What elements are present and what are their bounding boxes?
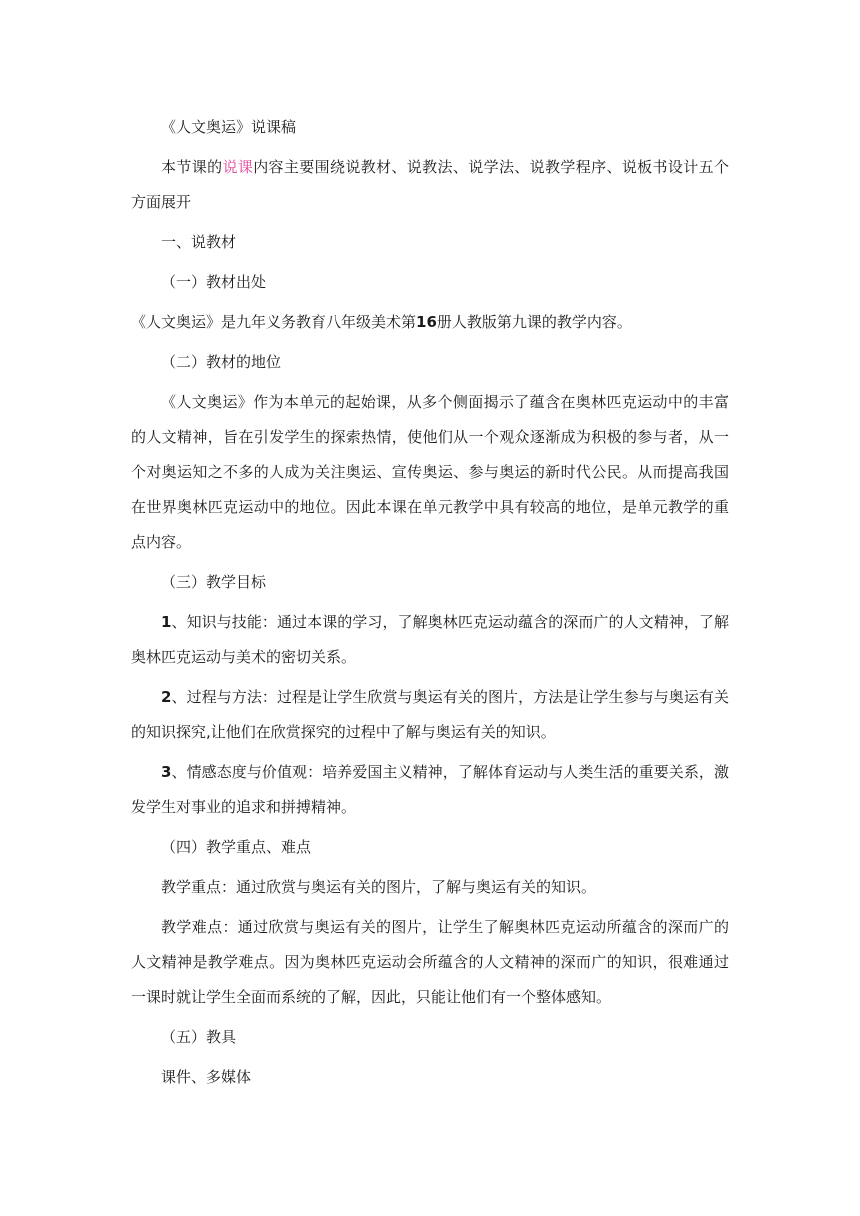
sub4-heading: （四）教学重点、难点 xyxy=(161,838,312,856)
intro-before: 本节课的 xyxy=(161,158,223,176)
goal-text: 、情感态度与价值观：培养爱国主义精神，了解体育运动与人类生活的重要关系，激发学生对事业的追求和拼搏精神。 xyxy=(131,763,729,816)
sub1-paragraph xyxy=(131,305,729,340)
sub3-heading: （三）教学目标 xyxy=(161,573,267,591)
goal-number: 2 xyxy=(161,688,172,706)
document-title: 《人文奥运》说课稿 xyxy=(161,118,297,136)
sub2-paragraph: 《人文奥运》作为本单元的起始课，从多个侧面揭示了蕴含在奥林匹克运动中的丰富的人文精神，旨在引发学生的探索热情，使他们从一个观众逐渐成为积极的参与者，从一个对奥运知之不多的人成为关注奥运、宣传奥运、参与奥运的新时代公民。从而提高我国在世界奥林匹克运动中的地位。因此本课在单元教学中具有较高的地位，是单元教学的重点内容。 xyxy=(131,393,729,551)
sub1-before: 《人文奥运》是九年义务教育八年级美术第 xyxy=(131,313,417,331)
sub1-number: 16 xyxy=(416,313,437,331)
key-point-paragraph: 教学重点：通过欣赏与奥运有关的图片，了解与奥运有关的知识。 xyxy=(161,878,597,896)
intro-after: 内容主要围绕说教材、说教法、说学法、说教学程序、说板书设计五个方面展开 xyxy=(131,158,729,211)
goal-item xyxy=(131,680,729,750)
sub1-after: 册人教版第九课的教学内容。 xyxy=(436,313,632,331)
sub5-heading: （五）教具 xyxy=(161,1028,237,1046)
document-body xyxy=(131,110,729,1100)
difficult-point-paragraph: 教学难点：通过欣赏与奥运有关的图片，让学生了解奥林匹克运动所蕴含的深而广的人文精神是教学难点。因为奥林匹克运动会所蕴含的人文精神的深而广的知识，很难通过一课时就让学生全面而系统的了解，因此，只能让他们有一个整体感知。 xyxy=(131,918,729,1006)
tools-paragraph: 课件、多媒体 xyxy=(161,1068,252,1086)
sub1-heading: （一）教材出处 xyxy=(161,273,267,291)
goal-text: 、过程与方法：过程是让学生欣赏与奥运有关的图片，方法是让学生参与与奥运有关的知识探究,让他们在欣赏探究的过程中了解与奥运有关的知识。 xyxy=(131,688,729,741)
section1-heading: 一、说教材 xyxy=(161,233,237,251)
goal-item xyxy=(131,755,729,825)
intro-paragraph xyxy=(131,150,729,220)
intro-highlight-link[interactable]: 说课 xyxy=(222,158,254,176)
goal-text: 、知识与技能：通过本课的学习，了解奥林匹克运动蕴含的深而广的人文精神，了解奥林匹克运动与美术的密切关系。 xyxy=(131,613,729,666)
goal-item xyxy=(131,605,729,675)
goal-number: 1 xyxy=(161,613,172,631)
goal-number: 3 xyxy=(161,763,172,781)
sub2-heading: （二）教材的地位 xyxy=(161,353,282,371)
